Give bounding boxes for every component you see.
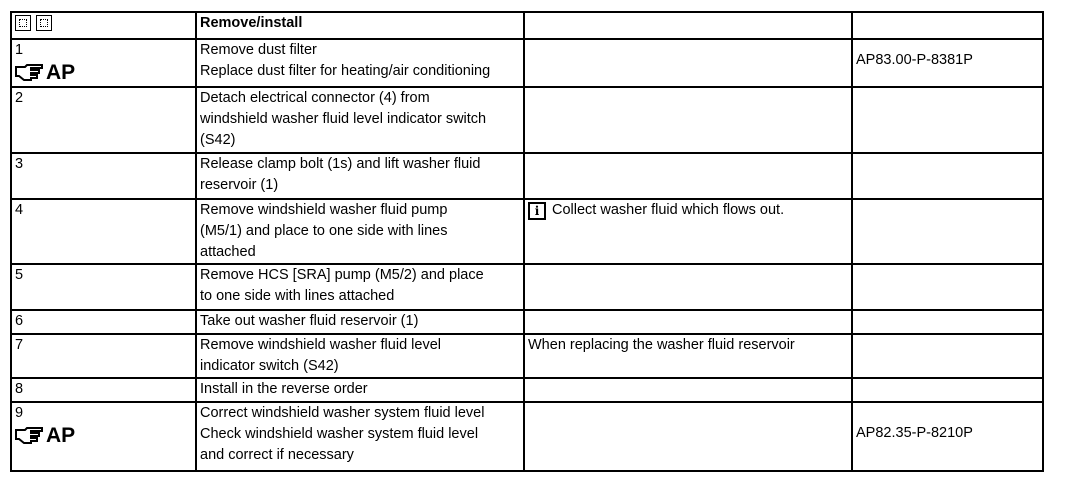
- step-line: Install in the reverse order: [200, 381, 368, 397]
- step-line: Detach electrical connector (4) from: [200, 90, 430, 106]
- ap-link[interactable]: [15, 424, 192, 448]
- table-row: [11, 310, 1043, 334]
- step-ref-cell: [852, 402, 1043, 471]
- step-ref-cell: [852, 39, 1043, 87]
- step-note-cell: [524, 402, 852, 471]
- note-text: When replacing the washer fluid reservoir: [528, 337, 795, 353]
- info-icon: i: [528, 202, 546, 220]
- step-number-cell: [11, 264, 196, 310]
- step-ref-cell: [852, 310, 1043, 334]
- step-number-cell: [11, 153, 196, 199]
- step-line: to one side with lines attached: [200, 288, 395, 304]
- step-number-cell: [11, 39, 196, 87]
- pointing-hand-icon: [15, 426, 45, 446]
- step-line: Release clamp bolt (1s) and lift washer fluid: [200, 156, 481, 172]
- step-number: 8: [15, 381, 24, 397]
- step-ref-cell: [852, 199, 1043, 264]
- step-number: 4: [15, 202, 24, 218]
- step-ref-cell: [852, 378, 1043, 402]
- ap-label: AP: [46, 61, 76, 84]
- step-number: 2: [15, 90, 24, 106]
- step-line: Remove windshield washer fluid pump: [200, 202, 448, 218]
- step-text-cell: [196, 378, 524, 402]
- header-title: Remove/install: [196, 12, 524, 39]
- collapse-all-icon[interactable]: [36, 15, 52, 31]
- step-text-cell: [196, 199, 524, 264]
- step-text-cell: [196, 264, 524, 310]
- step-number: 9: [15, 405, 24, 421]
- ap-link[interactable]: [15, 61, 192, 85]
- step-number-cell: [11, 378, 196, 402]
- step-text-cell: [196, 310, 524, 334]
- step-line: Remove windshield washer fluid level: [200, 337, 441, 353]
- step-text-cell: [196, 87, 524, 153]
- table-row: [11, 87, 1043, 153]
- step-line: Take out washer fluid reservoir (1): [200, 313, 419, 329]
- ap-reference-link[interactable]: AP83.00-P-8381P: [856, 52, 973, 68]
- step-note-cell: [524, 87, 852, 153]
- step-text-cell: [196, 402, 524, 471]
- step-line: (S42): [200, 132, 236, 148]
- header-empty-cell: [852, 12, 1043, 39]
- step-line: Check windshield washer system fluid level: [200, 426, 479, 442]
- step-text-cell: [196, 39, 524, 87]
- step-number-cell: [11, 334, 196, 378]
- step-text-cell: [196, 334, 524, 378]
- step-ref-cell: [852, 334, 1043, 378]
- step-note-cell: [524, 310, 852, 334]
- step-note-cell: [524, 264, 852, 310]
- step-line: Replace dust filter for heating/air conditioning: [200, 63, 491, 79]
- ap-label: AP: [46, 424, 76, 447]
- step-number: 1: [15, 42, 24, 58]
- step-line: indicator switch (S42): [200, 358, 339, 374]
- pointing-hand-icon: [15, 63, 45, 83]
- table-row: [11, 264, 1043, 310]
- step-line: windshield washer fluid level indicator switch: [200, 111, 487, 127]
- header-icons-cell: [11, 12, 196, 39]
- step-ref-cell: [852, 87, 1043, 153]
- table-row: [11, 199, 1043, 264]
- step-line: reservoir (1): [200, 177, 279, 193]
- ap-reference-link[interactable]: AP82.35-P-8210P: [856, 425, 973, 441]
- step-ref-cell: [852, 153, 1043, 199]
- info-note: [528, 200, 848, 221]
- table-row: [11, 334, 1043, 378]
- step-line: and correct if necessary: [200, 447, 354, 463]
- step-ref-cell: [852, 264, 1043, 310]
- step-number: 3: [15, 156, 24, 172]
- step-number: 6: [15, 313, 24, 329]
- note-text: Collect washer fluid which flows out.: [552, 202, 785, 218]
- table-row: [11, 402, 1043, 471]
- step-number: 7: [15, 337, 24, 353]
- step-number-cell: [11, 402, 196, 471]
- step-note-cell: [524, 334, 852, 378]
- step-line: Correct windshield washer system fluid level: [200, 405, 485, 421]
- step-number-cell: [11, 310, 196, 334]
- procedure-table: [10, 11, 1044, 472]
- step-line: (M5/1) and place to one side with lines: [200, 223, 448, 239]
- step-note-cell: [524, 378, 852, 402]
- step-line: Remove dust filter: [200, 42, 317, 58]
- header-row: [11, 12, 1043, 39]
- step-text-cell: [196, 153, 524, 199]
- step-line: attached: [200, 244, 256, 260]
- step-number-cell: [11, 199, 196, 264]
- step-number-cell: [11, 87, 196, 153]
- step-note-cell: [524, 199, 852, 264]
- step-number: 5: [15, 267, 24, 283]
- table-row: [11, 378, 1043, 402]
- table-row: [11, 39, 1043, 87]
- step-note-cell: [524, 153, 852, 199]
- step-line: Remove HCS [SRA] pump (M5/2) and place: [200, 267, 484, 283]
- step-note-cell: [524, 39, 852, 87]
- table-row: [11, 153, 1043, 199]
- header-empty-cell: [524, 12, 852, 39]
- expand-all-icon[interactable]: [15, 15, 31, 31]
